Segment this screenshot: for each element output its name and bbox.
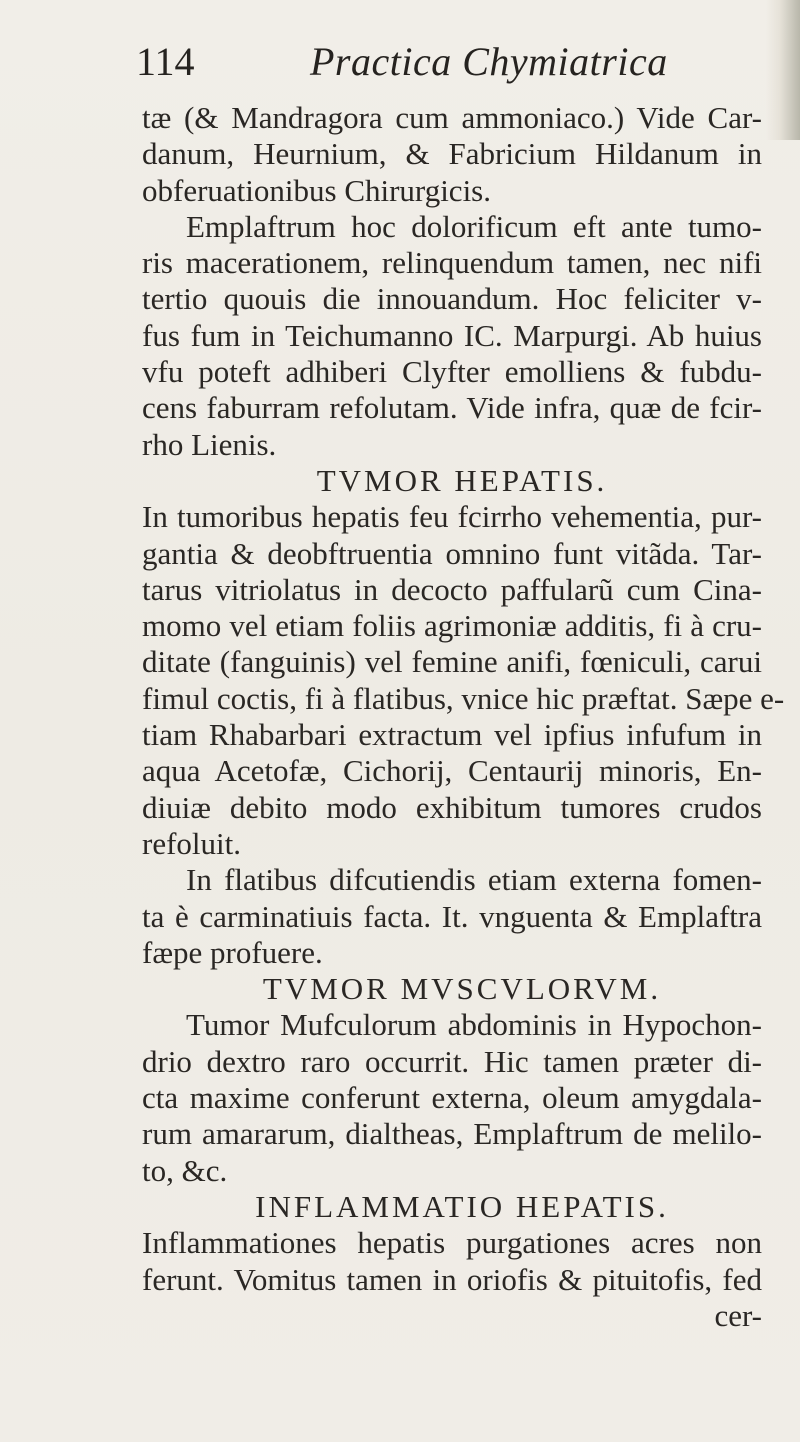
text-line: diuiæ debito modo exhibitum tumores crudos	[142, 789, 762, 825]
body-text	[142, 100, 785, 1334]
text-line: rho Lienis.	[142, 426, 277, 462]
text-line: tertio quouis die innouandum. Hoc feliciter v-	[142, 281, 762, 317]
section-heading: TVMOR MVSCVLORVM.	[262, 971, 662, 1007]
section-heading: TVMOR HEPATIS.	[316, 462, 608, 498]
section-heading: INFLAMMATIO HEPATIS.	[255, 1188, 669, 1224]
text-line: Tumor Mufculorum abdominis in Hypochon-	[186, 1007, 762, 1043]
catchword: cer-	[714, 1297, 762, 1333]
text-line: ris macerationem, relinquendum tamen, nec nifi	[142, 245, 762, 281]
running-title: Practica Chymiatrica	[310, 39, 668, 84]
text-line: danum, Heurnium, & Fabricium Hildanum in	[142, 136, 762, 172]
text-line: fimul coctis, fi à flatibus, vnice hic præftat. Sæpe e-	[142, 680, 785, 716]
text-line: cta maxime conferunt externa, oleum amygdala-	[142, 1080, 762, 1116]
text-line: obferuationibus Chirurgicis.	[142, 172, 491, 208]
page-number: 114	[136, 39, 195, 84]
text-line: drio dextro raro occurrit. Hic tamen præter di-	[142, 1043, 762, 1079]
text-line: Inflammationes hepatis purgationes acres non	[142, 1225, 762, 1261]
text-line: aqua Acetofæ, Cichorij, Centaurij minoris, En-	[142, 753, 762, 789]
text-line: fæpe profuere.	[142, 934, 323, 970]
text-line: gantia & deobftruentia omnino funt vitãda. Tar-	[142, 535, 762, 571]
text-line: fus fum in Teichumanno IC. Marpurgi. Ab huius	[142, 317, 762, 353]
running-head	[0, 38, 800, 98]
text-line: Emplaftrum hoc dolorificum eft ante tumo-	[186, 208, 762, 244]
text-line: vfu poteft adhiberi Clyfter emolliens & fubdu-	[142, 354, 762, 390]
text-line: In flatibus difcutiendis etiam externa fomen-	[186, 862, 762, 898]
text-line: In tumoribus hepatis feu fcirrho vehementia, pur-	[142, 499, 762, 535]
text-line: refoluit.	[142, 825, 241, 861]
text-line: momo vel etiam foliis agrimoniæ additis, fi à cru-	[142, 608, 762, 644]
text-line: cens faburram refolutam. Vide infra, quæ de fcir-	[142, 390, 762, 426]
text-line: ta è carminatiuis facta. It. vnguenta & Emplaftra	[142, 898, 762, 934]
text-line: ferunt. Vomitus tamen in oriofis & pituitofis, fed	[142, 1261, 762, 1297]
text-line: to, &c.	[142, 1152, 228, 1188]
text-line: tiam Rhabarbari extractum vel ipfius infufum in	[142, 717, 762, 753]
text-line: tarus vitriolatus in decocto paffularũ cum Cina-	[142, 571, 762, 607]
text-line: rum amararum, dialtheas, Emplaftrum de melilo-	[142, 1116, 762, 1152]
text-line: ditate (fanguinis) vel femine anifi, fœniculi, carui	[142, 644, 762, 680]
text-line: tæ (& Mandragora cum ammoniaco.) Vide Car-	[142, 100, 762, 135]
